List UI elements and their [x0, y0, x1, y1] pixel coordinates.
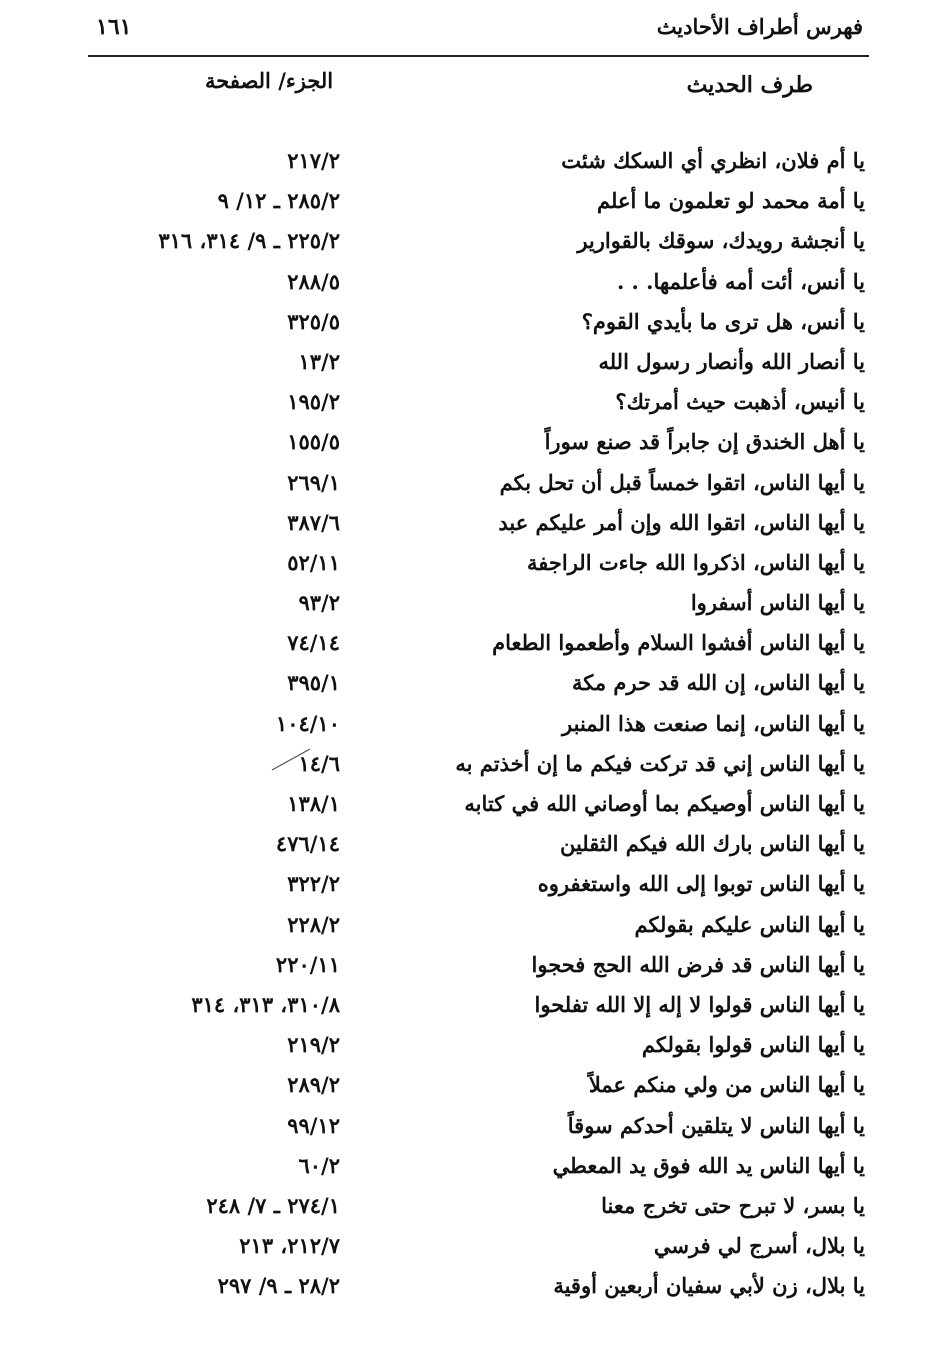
volume-page-ref: ٢٢٥/٢ ـ ٩/ ٣١٤، ٣١٦ — [158, 228, 340, 254]
hadith-text: يا أنجشة رويدك، سوقك بالقوارير — [577, 228, 865, 254]
index-entry — [0, 910, 945, 950]
index-entry — [0, 1191, 945, 1231]
hadith-text: يا أيها الناس توبوا إلى الله واستغفروه — [537, 871, 865, 897]
index-entry — [0, 468, 945, 508]
hadith-text: يا أمة محمد لو تعلمون ما أعلم — [597, 188, 865, 214]
volume-page-ref: ٢١٧/٢ — [287, 148, 340, 173]
hadith-text: يا أنصار الله وأنصار رسول الله — [598, 348, 865, 374]
header-rule — [88, 55, 869, 57]
index-entry — [0, 588, 945, 628]
volume-page-ref: ٣٢٢/٢ — [287, 871, 340, 897]
hadith-text: يا أيها الناس قولوا بقولكم — [641, 1032, 865, 1058]
hadith-text: يا أم فلان، انظري أي السكك شئت — [561, 148, 865, 173]
volume-page-ref: ٣٨٧/٦ — [287, 509, 340, 535]
index-entry — [0, 307, 945, 347]
hadith-text: يا أيها الناس، اذكروا الله جاءت الراجفة — [527, 549, 865, 575]
hadith-text: يا أيها الناس، اتقوا الله وإن أمر عليكم عبد — [498, 509, 865, 535]
volume-page-ref: ٢٨٨/٥ — [287, 268, 340, 294]
index-entry — [0, 1111, 945, 1151]
volume-page-ref: ١٥٥/٥ — [287, 429, 340, 455]
volume-page-ref: ٢٧٤/١ ـ ٧/ ٢٤٨ — [206, 1192, 340, 1218]
volume-page-ref: ٣١٠/٨، ٣١٣، ٣١٤ — [191, 991, 340, 1017]
index-entry — [0, 749, 945, 789]
page-number: ١٦١ — [96, 14, 132, 40]
volume-page-ref: ١٩٥/٢ — [287, 389, 340, 415]
hadith-text: يا أيها الناس من ولي منكم عملاً — [588, 1072, 865, 1098]
volume-page-ref: ٢٢٠/١١ — [275, 951, 340, 977]
column-heading-hadith: طرف الحديث — [686, 72, 813, 98]
volume-page-ref: ٩٩/١٢ — [287, 1112, 340, 1138]
hadith-text: يا أنس، هل ترى ما بأيدي القوم؟ — [581, 308, 865, 334]
index-entry — [0, 789, 945, 829]
volume-page-ref: ٣٢٥/٥ — [287, 308, 340, 334]
index-entry — [0, 186, 945, 226]
volume-page-ref: ٩٣/٢ — [298, 590, 340, 616]
volume-page-ref: ٢١٩/٢ — [287, 1032, 340, 1058]
index-entry — [0, 950, 945, 990]
hadith-text: يا أيها الناس لا يتلقين أحدكم سوقاً — [567, 1112, 865, 1138]
hadith-text: يا أنيس، أذهبت حيث أمرتك؟ — [615, 389, 865, 415]
index-entry — [0, 548, 945, 588]
index-entry — [0, 990, 945, 1030]
index-entry — [0, 829, 945, 869]
volume-page-ref: ١٠٤/١٠ — [275, 710, 340, 736]
hadith-text: يا أيها الناس أفشوا السلام وأطعموا الطعام — [492, 630, 865, 656]
index-entry — [0, 1151, 945, 1191]
volume-page-ref: ٥٢/١١ — [287, 549, 340, 575]
hadith-text: يا أيها الناس قولوا لا إله إلا الله تفلحوا — [534, 991, 865, 1017]
hadith-text: يا أيها الناس بارك الله فيكم الثقلين — [559, 831, 865, 857]
index-entry — [0, 508, 945, 548]
index-entry — [0, 628, 945, 668]
volume-page-ref: ٢٢٨/٢ — [287, 911, 340, 937]
index-entries — [0, 146, 945, 1311]
handwritten-pen-mark — [270, 746, 312, 772]
column-heading-reference: الجزء/ الصفحة — [205, 68, 334, 93]
volume-page-ref: ٣٩٥/١ — [287, 670, 340, 696]
volume-page-ref: ٦٠/٢ — [298, 1152, 340, 1178]
index-entry — [0, 427, 945, 467]
index-entry — [0, 347, 945, 387]
hadith-text: يا أيها الناس عليكم بقولكم — [634, 911, 865, 937]
running-title: فهرس أطراف الأحاديث — [656, 14, 863, 39]
volume-page-ref: ٢٨٥/٢ ـ ١٢/ ٩ — [217, 188, 340, 214]
index-entry — [0, 709, 945, 749]
volume-page-ref: ٢٨/٢ ـ ٩/ ٢٩٧ — [217, 1273, 340, 1299]
hadith-text: يا أيها الناس يد الله فوق يد المعطي — [552, 1152, 865, 1178]
volume-page-ref: ٢٨٩/٢ — [287, 1072, 340, 1098]
index-entry — [0, 146, 945, 186]
index-entry — [0, 1231, 945, 1271]
index-entry — [0, 387, 945, 427]
index-entry — [0, 1070, 945, 1110]
volume-page-ref: ٢١٢/٧، ٢١٣ — [239, 1233, 340, 1259]
hadith-text: يا أيها الناس، إن الله قد حرم مكة — [572, 670, 865, 696]
index-entry — [0, 1271, 945, 1311]
volume-page-ref: ١٤/٦ — [298, 750, 340, 776]
volume-page-ref: ٤٧٦/١٤ — [275, 831, 340, 857]
volume-page-ref: ١٣٨/١ — [287, 791, 340, 816]
hadith-text: يا أيها الناس أوصيكم بما أوصاني الله في كتابه — [464, 791, 865, 816]
index-entry — [0, 226, 945, 266]
hadith-text: يا بلال، زن لأبي سفيان أربعين أوقية — [553, 1273, 865, 1299]
index-entry — [0, 668, 945, 708]
hadith-text: يا أيها الناس أسفروا — [690, 590, 865, 616]
hadith-text: يا أيها الناس قد فرض الله الحج فحجوا — [531, 951, 865, 977]
index-entry — [0, 267, 945, 307]
hadith-text: يا بسر، لا تبرح حتى تخرج معنا — [601, 1192, 865, 1218]
hadith-text: يا أيها الناس إني قد تركت فيكم ما إن أخذتم به — [455, 750, 865, 776]
hadith-text: يا أيها الناس، إنما صنعت هذا المنبر — [562, 710, 865, 736]
volume-page-ref: ١٣/٢ — [298, 348, 340, 374]
hadith-text: يا بلال، أسرج لي فرسي — [653, 1233, 865, 1259]
hadith-text: يا أهل الخندق إن جابراً قد صنع سوراً — [544, 429, 865, 455]
hadith-text: يا أيها الناس، اتقوا خمساً قبل أن تحل بكم — [499, 469, 865, 495]
index-entry — [0, 1030, 945, 1070]
volume-page-ref: ٢٦٩/١ — [287, 469, 340, 495]
hadith-text: يا أنس، أئت أمه فأعلمها. . . — [616, 268, 865, 294]
volume-page-ref: ٧٤/١٤ — [287, 630, 340, 656]
index-entry — [0, 869, 945, 909]
